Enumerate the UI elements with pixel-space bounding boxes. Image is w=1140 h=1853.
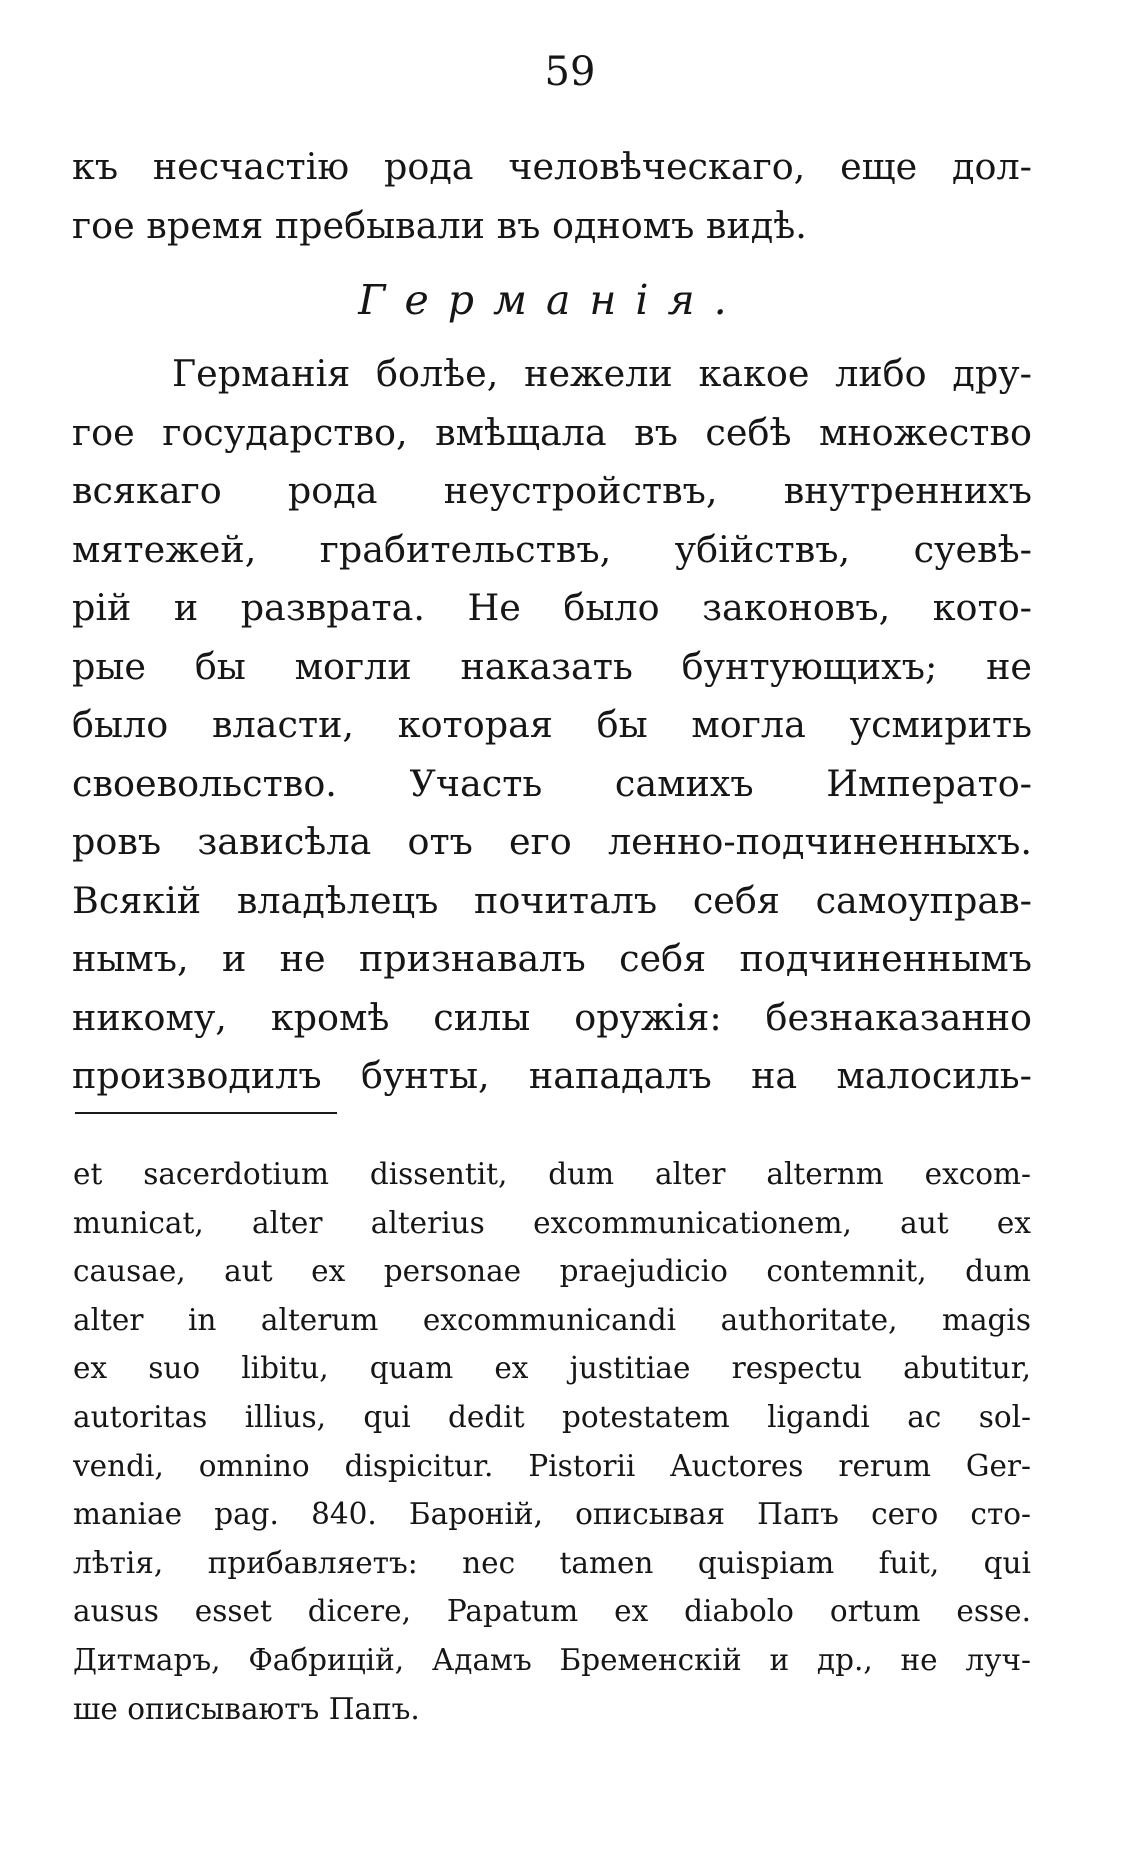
footnote-line: ex suo libitu, quam ex justitiae respectu abutitur, — [73, 1351, 1031, 1386]
footnote-line: vendi, omnino dispicitur. Pistorii Auctores rerum Ger- — [73, 1448, 1031, 1483]
footnote-divider — [75, 1112, 337, 1114]
text-line: Всякій владѣлецъ почиталъ себя самоуправ- — [72, 878, 1032, 922]
footnote-line: municat, alter alterius excommunicationem, aut ex — [73, 1205, 1031, 1240]
text-line: ровъ зависѣла отъ его ленно-подчиненныхъ. — [72, 820, 1032, 863]
footnote-line: alter in alterum excommunicandi authoritate, magis — [73, 1302, 1031, 1337]
text-line: рій и разврата. Не было законовъ, кото- — [72, 586, 1032, 629]
text-line: Германія болѣе, нежели какое либо дру- — [172, 352, 1032, 395]
footnote-line: лѣтія, прибавляетъ: nec tamen quispiam fuit, qui — [73, 1545, 1031, 1580]
footnote-line: maniae pag. 840. Бароній, описывая Папъ сего сто- — [73, 1497, 1031, 1532]
text-line: никому, кромѣ силы оружія: безнаказанно — [72, 995, 1032, 1039]
text-line: всякаго рода неустройствъ, внутреннихъ — [72, 469, 1032, 512]
text-line: рые бы могли наказать бунтующихъ; не — [72, 644, 1032, 688]
page-number: 59 — [544, 49, 596, 95]
text-line: къ несчастію рода человѣческаго, еще дол- — [72, 145, 1032, 188]
main-text — [72, 138, 1032, 1106]
text-line: нымъ, и не признавалъ себя подчиненнымъ — [72, 937, 1032, 980]
footnote-line: causae, aut ex personae praejudicio contemnit, dum — [73, 1254, 1031, 1289]
footnote — [73, 1150, 1031, 1733]
text-line: мятежей, грабительствъ, убійствъ, суевѣ- — [72, 527, 1032, 571]
footnote-line: ausus esset dicere, Papatum ex diabolo ortum esse. — [73, 1594, 1031, 1629]
text-line: было власти, которая бы могла усмирить — [72, 703, 1032, 746]
footnote-line: autoritas illius, qui dedit potestatem ligandi ac sol- — [73, 1399, 1031, 1434]
text-line: гое время пребывали въ одномъ видѣ. — [72, 203, 807, 247]
text-line: своевольство. Участь самихъ Императо- — [72, 761, 1032, 805]
section-heading: Германія. — [358, 276, 746, 324]
footnote-line: ше описываютъ Папъ. — [73, 1691, 420, 1726]
text-line: гое государство, вмѣщала въ себѣ множество — [72, 410, 1032, 454]
footnote-line: et sacerdotium dissentit, dum alter alternm excom- — [73, 1157, 1031, 1191]
text-line: производилъ бунты, нападалъ на малосиль- — [72, 1054, 1032, 1097]
footnote-line: Дитмаръ, Фабрицій, Адамъ Бременскій и др., не луч- — [73, 1642, 1031, 1677]
